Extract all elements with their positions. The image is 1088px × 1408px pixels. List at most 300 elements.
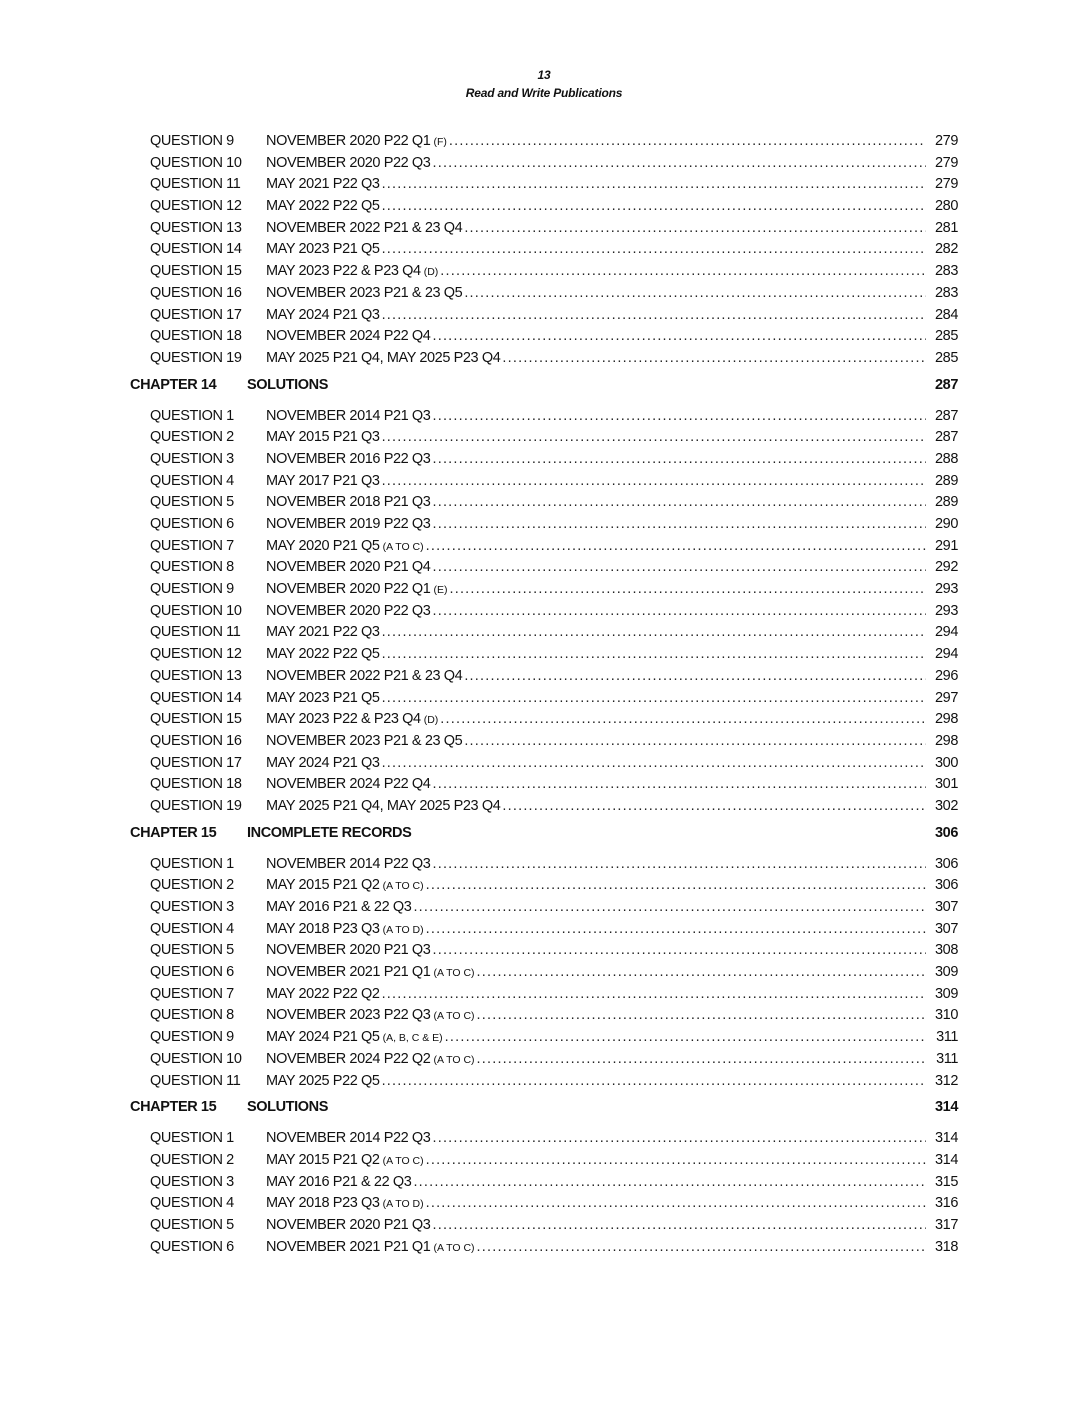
entry-title: MAY 2023 P21 Q5 bbox=[266, 241, 380, 258]
toc-entry[interactable] bbox=[0, 579, 1088, 601]
entry-title: NOVEMBER 2014 P22 Q3 bbox=[266, 855, 431, 872]
chapter-page-number: 306 bbox=[935, 824, 958, 841]
dot-leader bbox=[477, 1049, 958, 1072]
chapter-label: CHAPTER 15 bbox=[130, 1099, 217, 1116]
toc-entry[interactable] bbox=[0, 471, 1088, 493]
dot-leader bbox=[382, 984, 958, 1006]
entry-page-number: 318 bbox=[926, 1237, 958, 1259]
toc-entry[interactable] bbox=[0, 962, 1088, 984]
question-label: QUESTION 9 bbox=[150, 581, 234, 598]
entry-page-number: 296 bbox=[926, 666, 958, 688]
entry-page-number: 298 bbox=[926, 731, 958, 753]
chapter-title: SOLUTIONS bbox=[247, 376, 328, 393]
entry-title: NOVEMBER 2019 P22 Q3 bbox=[266, 516, 431, 532]
dot-leader bbox=[432, 449, 958, 471]
toc-entry[interactable] bbox=[0, 1193, 1088, 1215]
dot-leader bbox=[449, 131, 958, 154]
toc-entry[interactable] bbox=[0, 427, 1088, 449]
question-label: QUESTION 12 bbox=[150, 198, 242, 215]
entry-title: MAY 2025 P21 Q4, MAY 2025 P23 Q4 bbox=[266, 797, 501, 814]
entry-line bbox=[266, 471, 958, 493]
entry-page-number: 290 bbox=[926, 514, 958, 536]
toc-entry[interactable] bbox=[0, 1027, 1088, 1049]
toc-entry[interactable] bbox=[0, 709, 1088, 731]
entry-line bbox=[266, 622, 958, 644]
entry-line bbox=[266, 1172, 958, 1194]
entry-page-number: 311 bbox=[926, 1027, 958, 1049]
dot-leader bbox=[426, 536, 958, 559]
entry-page-number: 280 bbox=[926, 196, 958, 218]
entry-page-number: 306 bbox=[926, 854, 958, 876]
toc-entry[interactable] bbox=[0, 875, 1088, 897]
dot-leader bbox=[426, 1150, 958, 1173]
toc-entry[interactable] bbox=[0, 1049, 1088, 1071]
entry-line bbox=[266, 940, 958, 962]
entry-part-suffix: (A TO C) bbox=[433, 1241, 475, 1254]
entry-part-suffix: (E) bbox=[433, 584, 448, 597]
table-of-contents bbox=[0, 131, 1088, 1258]
dot-leader bbox=[432, 492, 958, 514]
entry-title: MAY 2025 P22 Q5 bbox=[266, 1072, 380, 1089]
dot-leader bbox=[382, 644, 958, 666]
entry-page-number: 298 bbox=[926, 709, 958, 731]
entry-line bbox=[266, 492, 958, 514]
question-label: QUESTION 9 bbox=[150, 133, 234, 149]
entry-part-suffix: (F) bbox=[433, 136, 447, 148]
entry-title: NOVEMBER 2024 P22 Q4 bbox=[266, 328, 431, 345]
toc-entry[interactable] bbox=[0, 984, 1088, 1006]
entry-line bbox=[266, 875, 958, 898]
entry-line bbox=[266, 153, 958, 175]
entry-page-number: 287 bbox=[926, 427, 958, 449]
question-label: QUESTION 16 bbox=[150, 732, 242, 749]
toc-entry[interactable] bbox=[0, 622, 1088, 644]
toc-entry[interactable] bbox=[0, 666, 1088, 688]
toc-entry[interactable] bbox=[0, 557, 1088, 579]
entry-page-number: 279 bbox=[926, 131, 958, 153]
question-label: QUESTION 4 bbox=[150, 1195, 234, 1212]
question-label: QUESTION 3 bbox=[150, 1173, 234, 1190]
entry-line bbox=[266, 174, 958, 196]
entry-page-number: 308 bbox=[926, 940, 958, 962]
question-label: QUESTION 2 bbox=[150, 1151, 234, 1168]
toc-entry[interactable] bbox=[0, 131, 1088, 153]
entry-page-number: 314 bbox=[926, 1150, 958, 1172]
toc-entry[interactable] bbox=[0, 774, 1088, 796]
question-label: QUESTION 9 bbox=[150, 1029, 234, 1046]
entry-page-number: 302 bbox=[926, 796, 958, 818]
dot-leader bbox=[440, 709, 958, 732]
entry-page-number: 294 bbox=[926, 644, 958, 666]
entry-title: MAY 2016 P21 & 22 Q3 bbox=[266, 899, 412, 915]
toc-entry[interactable] bbox=[0, 731, 1088, 753]
dot-leader bbox=[440, 261, 958, 284]
entry-line bbox=[266, 1005, 958, 1028]
entry-title: MAY 2025 P21 Q4, MAY 2025 P23 Q4 bbox=[266, 349, 501, 366]
question-label: QUESTION 15 bbox=[150, 263, 242, 280]
entry-title: NOVEMBER 2014 P21 Q3 bbox=[266, 407, 431, 424]
chapter-heading-chapter-15-solutions[interactable] bbox=[0, 1096, 1088, 1128]
question-label: QUESTION 2 bbox=[150, 429, 234, 446]
entry-line bbox=[266, 283, 958, 305]
entry-title: NOVEMBER 2014 P22 Q3 bbox=[266, 1130, 431, 1147]
entry-title: NOVEMBER 2023 P21 & 23 Q5 bbox=[266, 732, 463, 749]
dot-leader bbox=[432, 406, 958, 428]
entry-line bbox=[266, 514, 958, 536]
entry-title: MAY 2024 P21 Q3 bbox=[266, 306, 380, 323]
toc-entry[interactable] bbox=[0, 196, 1088, 218]
toc-entry[interactable] bbox=[0, 283, 1088, 305]
dot-leader bbox=[445, 1027, 958, 1050]
entry-title: NOVEMBER 2021 P21 Q1 (A TO C) bbox=[266, 1238, 475, 1255]
question-label: QUESTION 3 bbox=[150, 450, 234, 467]
dot-leader bbox=[464, 218, 958, 240]
dot-leader bbox=[432, 514, 958, 536]
entry-page-number: 300 bbox=[926, 753, 958, 775]
entry-line bbox=[266, 962, 958, 985]
entry-line bbox=[266, 753, 958, 775]
entry-page-number: 283 bbox=[926, 283, 958, 305]
entry-line bbox=[266, 796, 958, 818]
toc-entry[interactable] bbox=[0, 514, 1088, 536]
question-label: QUESTION 10 bbox=[150, 154, 242, 171]
entry-title: NOVEMBER 2018 P21 Q3 bbox=[266, 494, 431, 511]
question-label: QUESTION 10 bbox=[150, 1050, 242, 1067]
question-label: QUESTION 7 bbox=[150, 537, 234, 554]
dot-leader bbox=[432, 326, 958, 348]
dot-leader bbox=[382, 1071, 958, 1093]
entry-line bbox=[266, 406, 958, 428]
entry-part-suffix: (D) bbox=[423, 266, 439, 279]
entry-page-number: 285 bbox=[926, 348, 958, 370]
section-spacer bbox=[0, 370, 1088, 371]
dot-leader bbox=[382, 753, 958, 775]
dot-leader bbox=[382, 196, 958, 218]
toc-entry[interactable] bbox=[0, 239, 1088, 261]
section-spacer bbox=[0, 818, 1088, 819]
toc-entry[interactable] bbox=[0, 492, 1088, 514]
question-label: QUESTION 6 bbox=[150, 516, 234, 532]
question-label: QUESTION 11 bbox=[150, 176, 241, 193]
dot-leader bbox=[382, 239, 958, 261]
entry-page-number: 293 bbox=[926, 601, 958, 623]
dot-leader bbox=[382, 688, 958, 710]
toc-entry[interactable] bbox=[0, 449, 1088, 471]
entry-line bbox=[266, 1215, 958, 1237]
dot-leader bbox=[426, 919, 958, 942]
entry-part-suffix: (A, B, C & E) bbox=[382, 1032, 443, 1045]
entry-title: NOVEMBER 2016 P22 Q3 bbox=[266, 450, 431, 467]
question-label: QUESTION 10 bbox=[150, 602, 242, 619]
question-label: QUESTION 8 bbox=[150, 559, 234, 576]
toc-entry[interactable] bbox=[0, 1237, 1088, 1259]
entry-line bbox=[266, 1027, 958, 1050]
entry-page-number: 294 bbox=[926, 622, 958, 644]
entry-title: MAY 2023 P22 & P23 Q4 (D) bbox=[266, 711, 439, 728]
entry-title: MAY 2021 P22 Q3 bbox=[266, 176, 380, 193]
question-label: QUESTION 6 bbox=[150, 1238, 234, 1255]
entry-line bbox=[266, 1237, 958, 1260]
entry-title: NOVEMBER 2024 P22 Q4 bbox=[266, 776, 431, 793]
chapter-title: INCOMPLETE RECORDS bbox=[247, 824, 412, 841]
question-label: QUESTION 8 bbox=[150, 1007, 234, 1024]
entry-line bbox=[266, 731, 958, 753]
entry-title: MAY 2016 P21 & 22 Q3 bbox=[266, 1173, 412, 1190]
toc-entry[interactable] bbox=[0, 897, 1088, 919]
entry-line bbox=[266, 1128, 958, 1150]
publisher-name: Read and Write Publications bbox=[465, 86, 623, 100]
question-label: QUESTION 7 bbox=[150, 985, 234, 1002]
entry-page-number: 288 bbox=[926, 449, 958, 471]
entry-part-suffix: (A TO C) bbox=[433, 967, 475, 980]
toc-entry[interactable] bbox=[0, 305, 1088, 327]
entry-line bbox=[266, 1193, 958, 1216]
entry-page-number: 279 bbox=[926, 174, 958, 196]
entry-page-number: 310 bbox=[926, 1005, 958, 1027]
entry-title: NOVEMBER 2020 P22 Q3 bbox=[266, 602, 431, 619]
toc-entry[interactable] bbox=[0, 153, 1088, 175]
entry-part-suffix: (A TO C) bbox=[382, 540, 424, 553]
toc-entry[interactable] bbox=[0, 854, 1088, 876]
chapter-heading-chapter-15-incomplete-records[interactable] bbox=[0, 822, 1088, 854]
entry-part-suffix: (D) bbox=[423, 714, 439, 727]
dot-leader bbox=[432, 940, 958, 962]
entry-title: NOVEMBER 2023 P22 Q3 (A TO C) bbox=[266, 1007, 475, 1024]
question-label: QUESTION 17 bbox=[150, 306, 242, 323]
entry-page-number: 291 bbox=[926, 536, 958, 558]
entry-line bbox=[266, 1071, 958, 1093]
question-label: QUESTION 14 bbox=[150, 241, 242, 258]
question-label: QUESTION 11 bbox=[150, 1072, 241, 1089]
question-label: QUESTION 17 bbox=[150, 754, 242, 771]
question-label: QUESTION 1 bbox=[150, 407, 234, 424]
entry-line bbox=[266, 709, 958, 732]
entry-title: MAY 2023 P21 Q5 bbox=[266, 689, 380, 706]
dot-leader bbox=[426, 875, 958, 898]
entry-title: NOVEMBER 2021 P21 Q1 (A TO C) bbox=[266, 964, 475, 981]
entry-page-number: 292 bbox=[926, 557, 958, 579]
toc-entry[interactable] bbox=[0, 644, 1088, 666]
entry-line bbox=[266, 644, 958, 666]
entry-line bbox=[266, 1150, 958, 1173]
dot-leader bbox=[432, 854, 958, 876]
dot-leader bbox=[413, 1172, 958, 1194]
entry-line bbox=[266, 666, 958, 688]
entry-page-number: 307 bbox=[926, 897, 958, 919]
entry-title: MAY 2021 P22 Q3 bbox=[266, 624, 380, 641]
entry-line bbox=[266, 239, 958, 261]
question-label: QUESTION 6 bbox=[150, 964, 234, 981]
dot-leader bbox=[382, 471, 958, 493]
entry-title: MAY 2022 P22 Q5 bbox=[266, 198, 380, 215]
section-spacer bbox=[0, 1092, 1088, 1093]
toc-entry[interactable] bbox=[0, 1215, 1088, 1237]
entry-page-number: 315 bbox=[926, 1172, 958, 1194]
dot-leader bbox=[382, 305, 958, 327]
question-label: QUESTION 5 bbox=[150, 942, 234, 959]
entry-title: MAY 2018 P23 Q3 (A TO D) bbox=[266, 920, 424, 937]
question-label: QUESTION 19 bbox=[150, 349, 242, 366]
toc-entry[interactable] bbox=[0, 1150, 1088, 1172]
entry-line bbox=[266, 427, 958, 449]
entry-line bbox=[266, 536, 958, 559]
entry-page-number: 309 bbox=[926, 962, 958, 984]
dot-leader bbox=[432, 774, 958, 796]
entry-title: NOVEMBER 2020 P21 Q3 bbox=[266, 942, 431, 959]
dot-leader bbox=[464, 666, 958, 688]
entry-title: MAY 2024 P21 Q5 (A, B, C & E) bbox=[266, 1029, 443, 1046]
entry-title: NOVEMBER 2023 P21 & 23 Q5 bbox=[266, 284, 463, 301]
entry-page-number: 306 bbox=[926, 875, 958, 897]
entry-line bbox=[266, 557, 958, 579]
entry-page-number: 285 bbox=[926, 326, 958, 348]
question-label: QUESTION 14 bbox=[150, 689, 242, 706]
dot-leader bbox=[449, 579, 958, 602]
entry-page-number: 316 bbox=[926, 1193, 958, 1215]
dot-leader bbox=[413, 897, 958, 919]
question-label: QUESTION 3 bbox=[150, 899, 234, 915]
toc-entry[interactable] bbox=[0, 753, 1088, 775]
dot-leader bbox=[477, 962, 958, 985]
entry-title: MAY 2015 P21 Q3 bbox=[266, 429, 380, 446]
entry-title: MAY 2023 P22 & P23 Q4 (D) bbox=[266, 263, 439, 280]
entry-line bbox=[266, 131, 958, 154]
entry-title: NOVEMBER 2020 P21 Q3 bbox=[266, 1216, 431, 1233]
chapter-title: SOLUTIONS bbox=[247, 1099, 328, 1116]
dot-leader bbox=[502, 348, 958, 370]
question-label: QUESTION 11 bbox=[150, 624, 241, 641]
toc-entry[interactable] bbox=[0, 1005, 1088, 1027]
entry-title: MAY 2022 P22 Q5 bbox=[266, 646, 380, 663]
entry-page-number: 289 bbox=[926, 492, 958, 514]
chapter-page-number: 287 bbox=[935, 376, 958, 393]
toc-entry[interactable] bbox=[0, 1172, 1088, 1194]
entry-title: NOVEMBER 2022 P21 & 23 Q4 bbox=[266, 219, 463, 236]
chapter-heading-chapter-14-solutions[interactable] bbox=[0, 374, 1088, 406]
entry-line bbox=[266, 218, 958, 240]
question-label: QUESTION 12 bbox=[150, 646, 242, 663]
entry-line bbox=[266, 1049, 958, 1072]
dot-leader bbox=[464, 283, 958, 305]
toc-entry[interactable] bbox=[0, 1128, 1088, 1150]
entry-line bbox=[266, 326, 958, 348]
entry-title: NOVEMBER 2020 P22 Q1 (F) bbox=[266, 133, 447, 149]
dot-leader bbox=[382, 622, 958, 644]
toc-entry[interactable] bbox=[0, 261, 1088, 283]
dot-leader bbox=[432, 557, 958, 579]
dot-leader bbox=[382, 174, 958, 196]
entry-part-suffix: (A TO C) bbox=[382, 1154, 424, 1167]
toc-entry[interactable] bbox=[0, 326, 1088, 348]
toc-entry[interactable] bbox=[0, 348, 1088, 370]
entry-page-number: 317 bbox=[926, 1215, 958, 1237]
chapter-label: CHAPTER 14 bbox=[130, 376, 217, 393]
dot-leader bbox=[464, 731, 958, 753]
entry-line bbox=[266, 774, 958, 796]
dot-leader bbox=[432, 1215, 958, 1237]
entry-line bbox=[266, 601, 958, 623]
entry-line bbox=[266, 984, 958, 1006]
chapter-page-number: 314 bbox=[935, 1099, 958, 1116]
entry-part-suffix: (A TO D) bbox=[382, 1198, 424, 1211]
entry-title: MAY 2018 P23 Q3 (A TO D) bbox=[266, 1195, 424, 1212]
entry-part-suffix: (A TO C) bbox=[382, 880, 424, 893]
dot-leader bbox=[477, 1005, 958, 1028]
entry-line bbox=[266, 919, 958, 942]
dot-leader bbox=[382, 427, 958, 449]
entry-title: NOVEMBER 2022 P21 & 23 Q4 bbox=[266, 667, 463, 684]
entry-page-number: 309 bbox=[926, 984, 958, 1006]
entry-page-number: 287 bbox=[926, 406, 958, 428]
question-label: QUESTION 1 bbox=[150, 855, 234, 872]
question-label: QUESTION 13 bbox=[150, 667, 242, 684]
entry-page-number: 312 bbox=[926, 1071, 958, 1093]
toc-entry[interactable] bbox=[0, 940, 1088, 962]
dot-leader bbox=[432, 1128, 958, 1150]
toc-entry[interactable] bbox=[0, 218, 1088, 240]
entry-title: NOVEMBER 2020 P22 Q3 bbox=[266, 154, 431, 171]
entry-title: NOVEMBER 2020 P21 Q4 bbox=[266, 559, 431, 576]
toc-entry[interactable] bbox=[0, 536, 1088, 558]
entry-page-number: 281 bbox=[926, 218, 958, 240]
entry-page-number: 289 bbox=[926, 471, 958, 493]
entry-line bbox=[266, 261, 958, 284]
entry-line bbox=[266, 579, 958, 602]
question-label: QUESTION 5 bbox=[150, 1216, 234, 1233]
question-label: QUESTION 19 bbox=[150, 797, 242, 814]
dot-leader bbox=[432, 153, 958, 175]
entry-line bbox=[266, 688, 958, 710]
entry-page-number: 282 bbox=[926, 239, 958, 261]
entry-line bbox=[266, 854, 958, 876]
question-label: QUESTION 18 bbox=[150, 776, 242, 793]
toc-entry[interactable] bbox=[0, 601, 1088, 623]
page-number: 13 bbox=[537, 68, 551, 82]
entry-page-number: 279 bbox=[926, 153, 958, 175]
entry-title: NOVEMBER 2024 P22 Q2 (A TO C) bbox=[266, 1050, 475, 1067]
entry-part-suffix: (A TO C) bbox=[433, 1053, 475, 1066]
entry-page-number: 284 bbox=[926, 305, 958, 327]
toc-entry[interactable] bbox=[0, 919, 1088, 941]
entry-part-suffix: (A TO D) bbox=[382, 923, 424, 936]
dot-leader bbox=[432, 601, 958, 623]
toc-entry[interactable] bbox=[0, 688, 1088, 710]
entry-page-number: 293 bbox=[926, 579, 958, 601]
question-label: QUESTION 1 bbox=[150, 1130, 234, 1147]
entry-page-number: 301 bbox=[926, 774, 958, 796]
dot-leader bbox=[477, 1237, 958, 1260]
question-label: QUESTION 13 bbox=[150, 219, 242, 236]
question-label: QUESTION 15 bbox=[150, 711, 242, 728]
entry-page-number: 314 bbox=[926, 1128, 958, 1150]
entry-title: MAY 2015 P21 Q2 (A TO C) bbox=[266, 1151, 424, 1168]
page-header bbox=[0, 66, 1088, 102]
toc-entry[interactable] bbox=[0, 406, 1088, 428]
question-label: QUESTION 16 bbox=[150, 284, 242, 301]
entry-page-number: 311 bbox=[926, 1049, 958, 1071]
chapter-label: CHAPTER 15 bbox=[130, 824, 217, 841]
toc-entry[interactable] bbox=[0, 796, 1088, 818]
dot-leader bbox=[426, 1193, 958, 1216]
entry-title: MAY 2020 P21 Q5 (A TO C) bbox=[266, 537, 424, 554]
entry-title: MAY 2024 P21 Q3 bbox=[266, 754, 380, 771]
entry-title: MAY 2022 P22 Q2 bbox=[266, 985, 380, 1002]
question-label: QUESTION 5 bbox=[150, 494, 234, 511]
toc-entry[interactable] bbox=[0, 1071, 1088, 1093]
entry-line bbox=[266, 348, 958, 370]
entry-title: MAY 2015 P21 Q2 (A TO C) bbox=[266, 877, 424, 894]
toc-entry[interactable] bbox=[0, 174, 1088, 196]
